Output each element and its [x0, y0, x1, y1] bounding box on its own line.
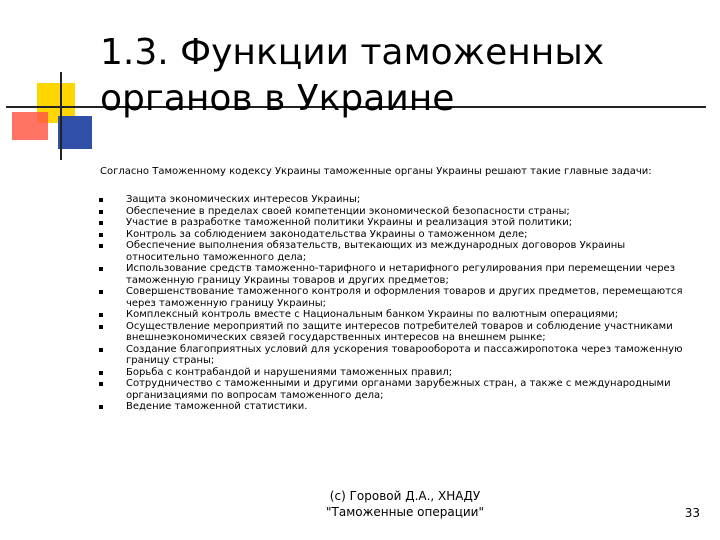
- list-item: Создание благоприятных условий для ускорения товарооборота и пассажиропотока через таможенную границу страны;: [99, 344, 699, 367]
- bullet-icon: [99, 233, 103, 237]
- bullet-icon: [99, 325, 103, 329]
- footer-author: (с) Горовой Д.А., ХНАДУ: [329, 489, 481, 503]
- list-item: Участие в разработке таможенной политики Украины и реализация этой политики;: [99, 217, 699, 229]
- list-item: Обеспечение в пределах своей компетенции экономической безопасности страны;: [99, 206, 699, 218]
- title-line-2: органов в Украине: [100, 78, 455, 119]
- list-item: Обеспечение выполнения обязательств, вытекающих из международных договоров Украины относительно таможенного дела;: [99, 240, 699, 263]
- list-item: Сотрудничество с таможенными и другими органами зарубежных стран, а также с международными организациями по вопросам таможенного дела;: [99, 378, 699, 401]
- bullet-icon: [99, 290, 103, 294]
- bullet-icon: [99, 198, 103, 202]
- tasks-list: [99, 194, 699, 413]
- bullet-icon: [99, 348, 103, 352]
- bullet-icon: [99, 244, 103, 248]
- list-item: Использование средств таможенно-тарифного и нетарифного регулирования при перемещении через таможенную границу Украины товаров и других предметов;: [99, 263, 699, 286]
- list-item: Защита экономических интересов Украины;: [99, 194, 699, 206]
- logo-blue-square: [58, 116, 92, 149]
- bullet-icon: [99, 313, 103, 317]
- bullet-icon: [99, 371, 103, 375]
- list-item: Ведение таможенной статистики.: [99, 401, 699, 413]
- list-item: Осуществление мероприятий по защите интересов потребителей товаров и соблюдение участниками внешнеэкономических связей государственных интересов на внешнем рынке;: [99, 321, 699, 344]
- footer-credit: [305, 488, 505, 520]
- page-number: 33: [684, 506, 700, 520]
- list-item: Совершенствование таможенного контроля и оформления товаров и других предметов, перемещаются через таможенную границу Украины;: [99, 286, 699, 309]
- bullet-icon: [99, 267, 103, 271]
- list-item: Комплексный контроль вместе с Национальным банком Украины по валютным операциями;: [99, 309, 699, 321]
- logo-vertical-line: [60, 72, 62, 160]
- list-item: Борьба с контрабандой и нарушениями таможенных правил;: [99, 367, 699, 379]
- slide-title: [100, 30, 700, 122]
- bullet-icon: [99, 382, 103, 386]
- bullet-icon: [99, 221, 103, 225]
- bullet-icon: [99, 210, 103, 214]
- intro-text: Согласно Таможенному кодексу Украины таможенные органы Украины решают такие главные задачи:: [100, 166, 652, 177]
- logo-red-square: [12, 112, 48, 140]
- bullet-icon: [99, 405, 103, 409]
- footer-course: "Таможенные операции": [326, 505, 484, 519]
- title-line-1: 1.3. Функции таможенных: [100, 32, 605, 73]
- list-item: Контроль за соблюдением законодательства Украины о таможенном деле;: [99, 229, 699, 241]
